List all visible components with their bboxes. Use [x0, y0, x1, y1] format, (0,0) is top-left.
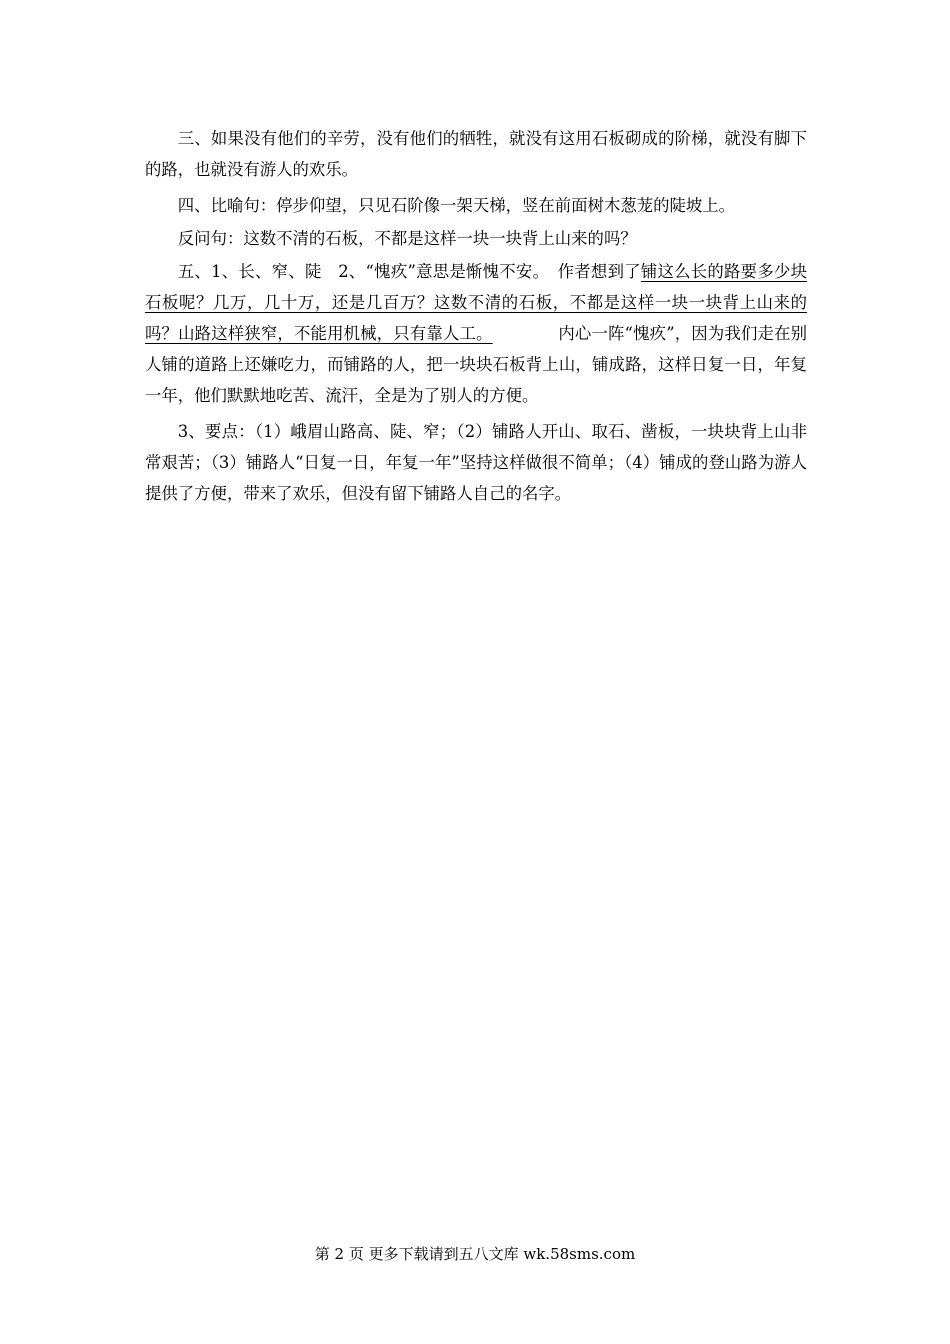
- paragraph-answer-3: 三、如果没有他们的辛劳，没有他们的牺牲，就没有这用石板砌成的阶梯，就没有脚下的路，也就没有游人的欢乐。: [145, 129, 807, 179]
- answer-5-underlined-text: 铺这么长的路要多少块石板呢？几万，几十万，还是几百万？这数不清的石板，不都是这样一块一块背上山来的吗？山路这样狭窄，不能用机械，只有靠人工。: [145, 262, 807, 343]
- answer-5-intro: 五、1、长、窄、陡 2、“愧疚”意思是惭愧不安。 作者想到了: [177, 262, 641, 281]
- document-body: [145, 123, 807, 514]
- paragraph-answer-4-metaphor: 四、比喻句：停步仰望，只见石阶像一架天梯，竖在前面树木葱茏的陡坡上。: [177, 196, 736, 215]
- paragraph-answer-5: [145, 256, 807, 411]
- paragraph-answer-4-rhetorical: 反问句：这数不清的石板，不都是这样一块一块背上山来的吗？: [177, 229, 637, 248]
- paragraph-answer-5-3: 3、要点：（1）峨眉山路高、陡、窄；（2）铺路人开山、取石、凿板，一块块背上山非常艰苦；（3）铺路人“日复一日，年复一年”坚持这样做很不简单；（4）铺成的登山路为游人提供了方便，带来了欢乐，但没有留下铺路人自己的名字。: [145, 422, 807, 503]
- page-footer: 第 2 页 更多下载请到五八文库 wk.58sms.com: [314, 1245, 636, 1263]
- answer-5-rest: 内心一阵“愧疚”，因为我们走在别人铺的道路上还嫌吃力，而铺路的人，把一块块石板背上山，铺成路，这样日复一日，年复一年，他们默默地吃苦、流汗，全是为了别人的方便。: [145, 324, 807, 405]
